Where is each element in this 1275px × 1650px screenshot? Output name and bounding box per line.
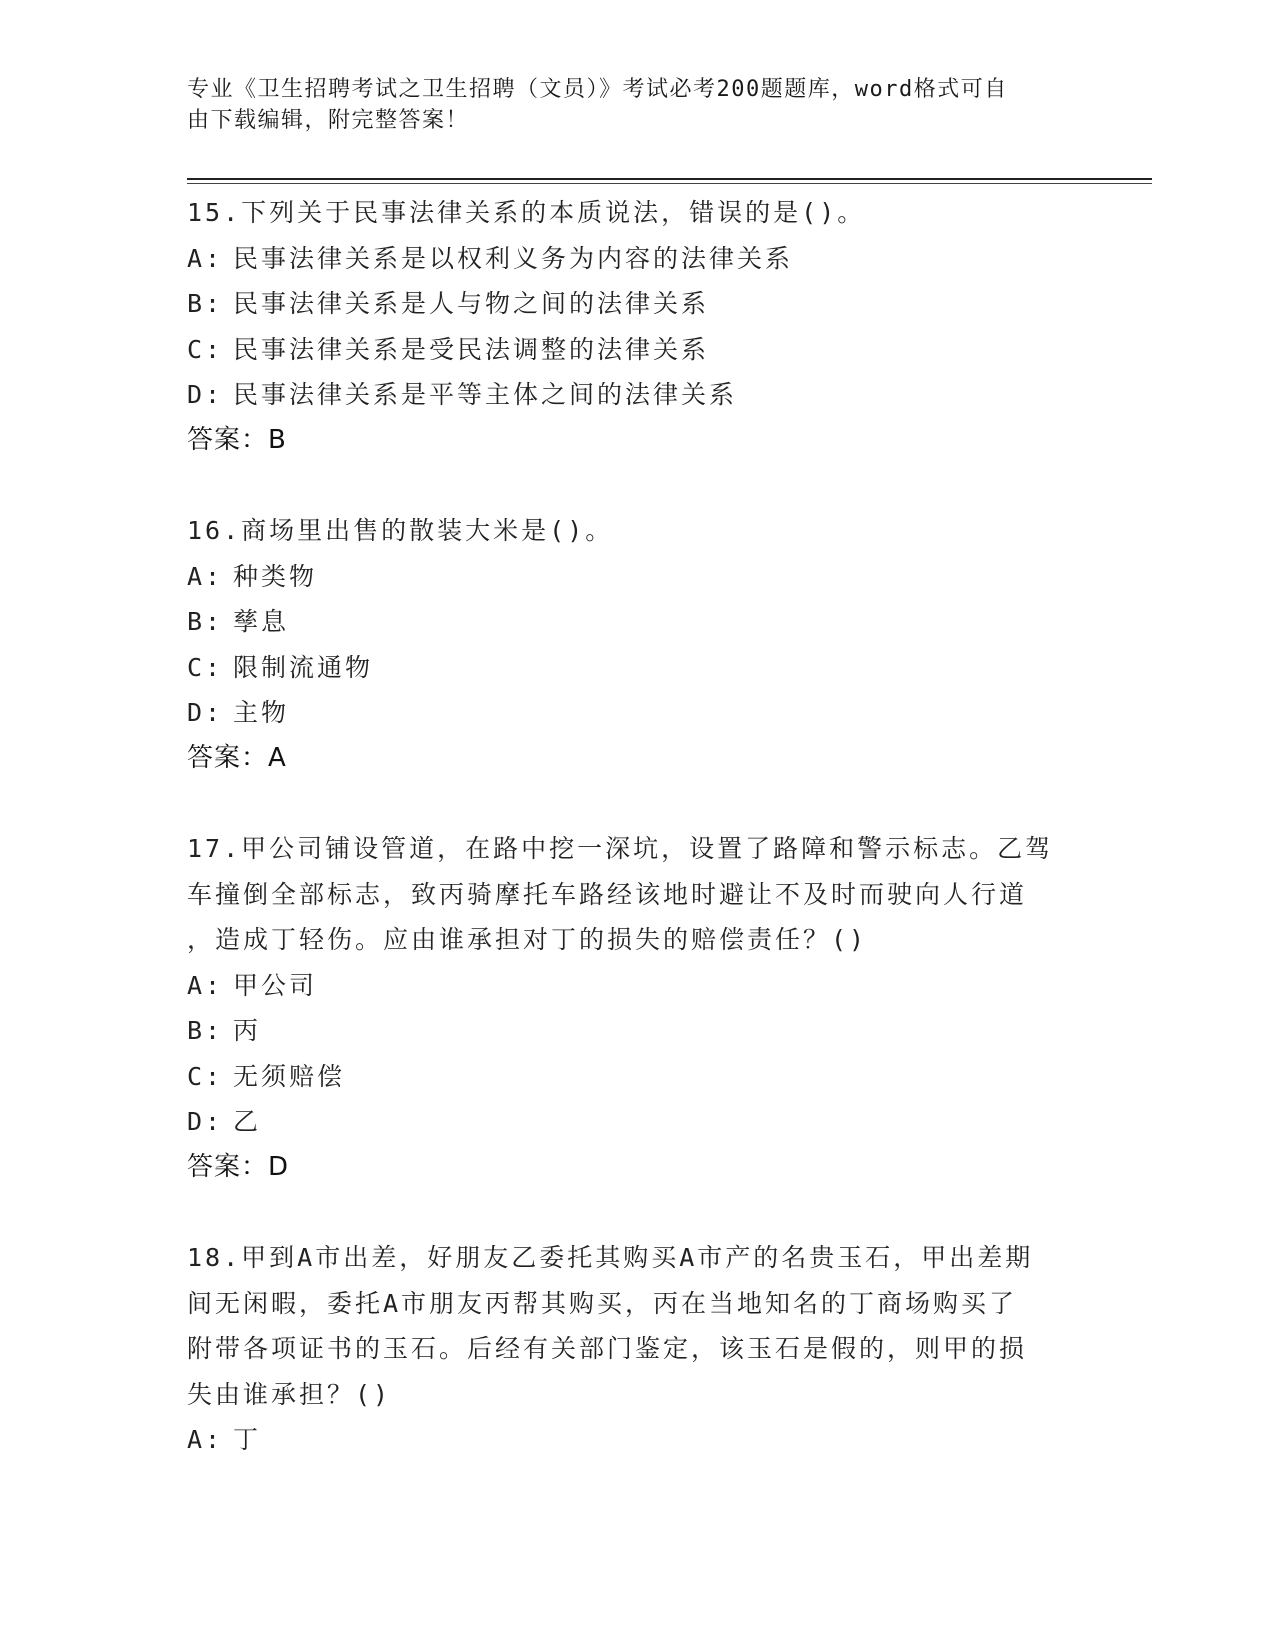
option-key: C: <box>187 652 224 682</box>
header-line-2: 由下载编辑，附完整答案！ <box>187 108 470 133</box>
option-text: 民事法律关系是以权利义务为内容的法律关系 <box>233 243 794 273</box>
header-divider-thin <box>187 183 1152 184</box>
option-key: A: <box>187 243 224 273</box>
header-line-1: 专业《卫生招聘考试之卫生招聘（文员）》考试必考200题题库，word格式可自 <box>187 77 1008 102</box>
option-key: D: <box>187 1107 224 1136</box>
option-c <box>187 645 1077 691</box>
question-text: 18.甲到A市出差，好朋友乙委托其购买A市产的名贵玉石，甲出差期 <box>187 1243 1034 1272</box>
option-key: B: <box>187 1016 224 1045</box>
option-text: 无须赔偿 <box>233 1061 346 1091</box>
question-list <box>187 190 1077 1463</box>
option-text: 民事法律关系是人与物之间的法律关系 <box>233 289 710 318</box>
option-d <box>187 690 1077 736</box>
option-b <box>187 1008 1077 1054</box>
option-a <box>187 963 1077 1009</box>
option-text: 种类物 <box>233 561 318 591</box>
option-text: 民事法律关系是平等主体之间的法律关系 <box>233 380 738 409</box>
option-d <box>187 372 1077 418</box>
question-text: 16.商场里出售的散装大米是()。 <box>187 516 614 545</box>
option-text: 限制流通物 <box>233 652 374 682</box>
option-key: A: <box>187 1425 224 1454</box>
question-text: 附带各项证书的玉石。后经有关部门鉴定，该玉石是假的，则甲的损 <box>187 1334 1028 1363</box>
answer-line: 答案：D <box>187 1151 290 1182</box>
option-text: 乙 <box>233 1107 262 1136</box>
question-spacer <box>187 463 1077 508</box>
option-text: 民事法律关系是受民法调整的法律关系 <box>233 334 710 364</box>
option-a <box>187 554 1077 600</box>
question-17 <box>187 826 1077 1190</box>
option-c <box>187 1054 1077 1100</box>
option-a <box>187 236 1077 282</box>
option-a <box>187 1417 1077 1463</box>
option-d <box>187 1099 1077 1145</box>
option-key: C: <box>187 1061 224 1091</box>
question-text: 失由谁承担？() <box>187 1379 392 1409</box>
question-15 <box>187 190 1077 463</box>
option-text: 孳息 <box>233 607 290 636</box>
option-key: A: <box>187 561 224 591</box>
option-key: A: <box>187 970 224 1000</box>
option-key: D: <box>187 380 224 409</box>
option-key: C: <box>187 334 224 364</box>
option-text: 主物 <box>233 698 290 727</box>
option-b <box>187 599 1077 645</box>
header-divider-thick <box>187 178 1152 180</box>
option-text: 甲公司 <box>233 970 318 1000</box>
option-key: B: <box>187 607 224 636</box>
option-c <box>187 327 1077 373</box>
option-key: B: <box>187 289 224 318</box>
option-text: 丙 <box>233 1016 262 1045</box>
question-spacer <box>187 1190 1077 1235</box>
answer-line: 答案：A <box>187 742 287 773</box>
question-spacer <box>187 781 1077 826</box>
answer-line: 答案：B <box>187 424 287 455</box>
option-b <box>187 281 1077 327</box>
question-text: 车撞倒全部标志，致丙骑摩托车路经该地时避让不及时而驶向人行道 <box>187 879 1028 909</box>
question-18 <box>187 1235 1077 1463</box>
question-text: 17.甲公司铺设管道，在路中挖一深坑，设置了路障和警示标志。乙驾 <box>187 834 1054 863</box>
option-text: 丁 <box>233 1425 262 1454</box>
question-text: 间无闲暇，委托A市朋友丙帮其购买，丙在当地知名的丁商场购买了 <box>187 1288 1018 1318</box>
option-key: D: <box>187 698 224 727</box>
question-text: ，造成丁轻伤。应由谁承担对丁的损失的赔偿责任？() <box>187 925 868 954</box>
document-header <box>187 74 1067 136</box>
question-text: 15.下列关于民事法律关系的本质说法，错误的是()。 <box>187 198 866 227</box>
question-16 <box>187 508 1077 781</box>
